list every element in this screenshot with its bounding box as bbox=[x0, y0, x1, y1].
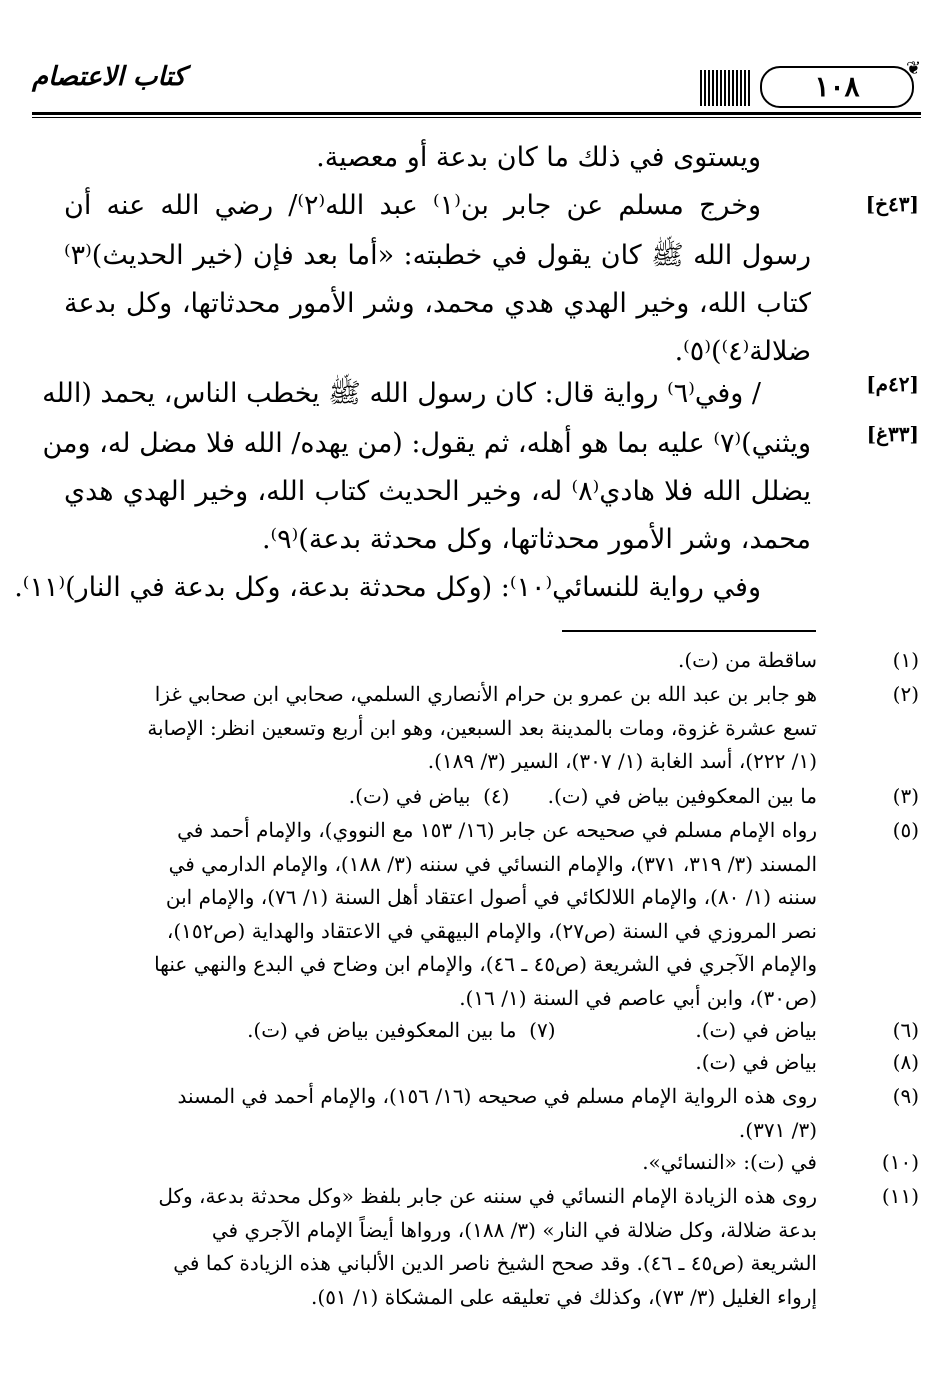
footnote-line: رواه الإمام مسلم في صحيحه عن جابر (١٦/ ١٥٣ مع النووي)، والإمام أحمد في bbox=[177, 818, 817, 842]
footnote-number: (١٠) bbox=[881, 1150, 919, 1174]
footnote-number: (١) bbox=[892, 648, 919, 672]
footnote-line: إرواء الغليل (٣/ ٧٣)، وكذلك في تعليقه على المشكاة (١/ ٥١). bbox=[311, 1284, 817, 1309]
footnote bbox=[64, 1080, 817, 1147]
footnote-separator bbox=[562, 630, 816, 632]
footnote-number: (٨) bbox=[892, 1050, 919, 1074]
footnote-line: (٣/ ٣٧١). bbox=[738, 1117, 817, 1142]
footnote-line: بياض في (ت). (٧) ما بين المعكوفين بياض في (ت). bbox=[247, 1018, 817, 1042]
footnote-line: تسع عشرة غزوة، ومات بالمدينة بعد السبعين، وهو ابن أربع وتسعين انظر: الإصابة bbox=[147, 715, 817, 740]
footnote-line: المسند (٣/ ٣١٩، ٣٧١)، والإمام النسائي في سننه (٣/ ١٨٨)، والإمام الدارمي في bbox=[168, 851, 817, 876]
footnote-line: هو جابر بن عبد الله بن عمرو بن حرام الأنصاري السلمي، صحابي ابن صحابي غزا bbox=[154, 682, 817, 706]
footnote-line: روى هذه الرواية الإمام مسلم في صحيحه (١٦/ ١٥٦)، والإمام أحمد في المسند bbox=[177, 1084, 817, 1108]
margin-note: [٣٣غ] bbox=[866, 422, 919, 446]
footnote-line: نصر المروزي في السنة (ص٢٧)، والإمام البيهقي في الاعتقاد والهداية (ص١٥٢)، bbox=[166, 918, 817, 943]
footnote bbox=[64, 1180, 817, 1314]
footnote bbox=[64, 780, 817, 814]
footnote-number: (١١) bbox=[881, 1184, 919, 1208]
flourish-icon: ❦ bbox=[906, 58, 922, 79]
footnote-line: سننه (١/ ٨٠)، والإمام اللالكائي في أصول اعتقاد أهل السنة (١/ ٧٦)، والإمام ابن bbox=[165, 885, 817, 909]
footnote-line: (ص٣٠)، وابن أبي عاصم في السنة (١/ ١٦). bbox=[459, 985, 817, 1010]
footnote-number: (٥) bbox=[892, 818, 919, 842]
body-line: يضلل الله فلا هادي⁽٨⁾ له، وخير الحديث كتاب الله، وخير الهدي هدي bbox=[64, 476, 812, 507]
margin-note: [٤٢م] bbox=[866, 372, 919, 396]
footnote-number: (٦) bbox=[892, 1018, 919, 1042]
footnote-line: ساقطة من (ت). bbox=[678, 648, 817, 672]
running-header-title: كتاب الاعتصام bbox=[32, 62, 186, 92]
footnote-number: (٣) bbox=[892, 784, 919, 808]
body-line: وفي رواية للنسائي⁽١٠⁾: (وكل محدثة بدعة، وكل بدعة في النار)⁽١١⁾. bbox=[14, 572, 761, 603]
footnote-line: بياض في (ت). bbox=[695, 1050, 817, 1074]
footnote-line: في (ت): «النسائي». bbox=[642, 1150, 817, 1174]
footnote-line: بدعة ضلالة، وكل ضلالة في النار» (٣/ ١٨٨)، ورواها أيضاً الإمام الآجري في bbox=[211, 1217, 817, 1242]
footnote-line: والإمام الآجري في الشريعة (ص٤٥ ـ ٤٦)، والإمام ابن وضاح في البدع والنهي عنها bbox=[154, 952, 817, 976]
footnote bbox=[64, 814, 817, 1015]
footnote bbox=[64, 1146, 817, 1180]
page-number: ١٠٨ bbox=[760, 66, 914, 108]
footnote-number: (٢) bbox=[892, 682, 919, 706]
body-line: ويثني)⁽٧⁾ عليه بما هو أهله، ثم يقول: (من يهده/ الله فلا مضل له، ومن bbox=[42, 428, 811, 459]
footnote bbox=[64, 678, 817, 779]
footnote-line: الشريعة (ص٤٥ ـ ٤٦). وقد صحح الشيخ ناصر الدين الألباني هذه الزيادة كما في bbox=[173, 1251, 817, 1275]
footnote bbox=[64, 1046, 817, 1080]
page-number-ornament bbox=[700, 58, 926, 110]
footnote-line: روى هذه الزيادة الإمام النسائي في سننه عن جابر بلفظ «وكل محدثة بدعة، وكل bbox=[158, 1184, 817, 1208]
margin-note: [٤٣خ] bbox=[865, 192, 919, 216]
body-line: رسول الله ﷺ كان يقول في خطبته: «أما بعد فإن (خير الحديث)⁽٣⁾ bbox=[64, 240, 811, 271]
footnote bbox=[64, 644, 817, 678]
body-line: وخرج مسلم عن جابر بن⁽١⁾ عبد الله⁽٢⁾/ رضي الله عنه أن bbox=[64, 190, 761, 221]
footnote-line: ما بين المعكوفين بياض في (ت). (٤) بياض في (ت). bbox=[348, 784, 817, 808]
body-line: ويستوى في ذلك ما كان بدعة أو معصية. bbox=[316, 142, 761, 173]
body-line: كتاب الله، وخير الهدي هدي محمد، وشر الأمور محدثاتها، وكل بدعة bbox=[64, 288, 811, 319]
header-stripes-decoration bbox=[700, 70, 750, 106]
body-line: / وفي⁽٦⁾ رواية قال: كان رسول الله ﷺ يخطب الناس، يحمد (الله bbox=[42, 378, 761, 409]
body-line: ضلالة⁽٤⁾)⁽٥⁾. bbox=[674, 336, 811, 367]
footnote-line: (١/ ٢٢٢)، أسد الغابة (١/ ٣٠٧)، السير (٣/ ١٨٩). bbox=[427, 749, 817, 773]
body-line: محمد، وشر الأمور محدثاتها، وكل محدثة بدعة)⁽٩⁾. bbox=[261, 524, 811, 555]
footnote bbox=[64, 1014, 817, 1048]
header-rule-thin bbox=[32, 117, 921, 118]
footnote-number: (٩) bbox=[892, 1084, 919, 1108]
header-rule bbox=[32, 112, 921, 115]
